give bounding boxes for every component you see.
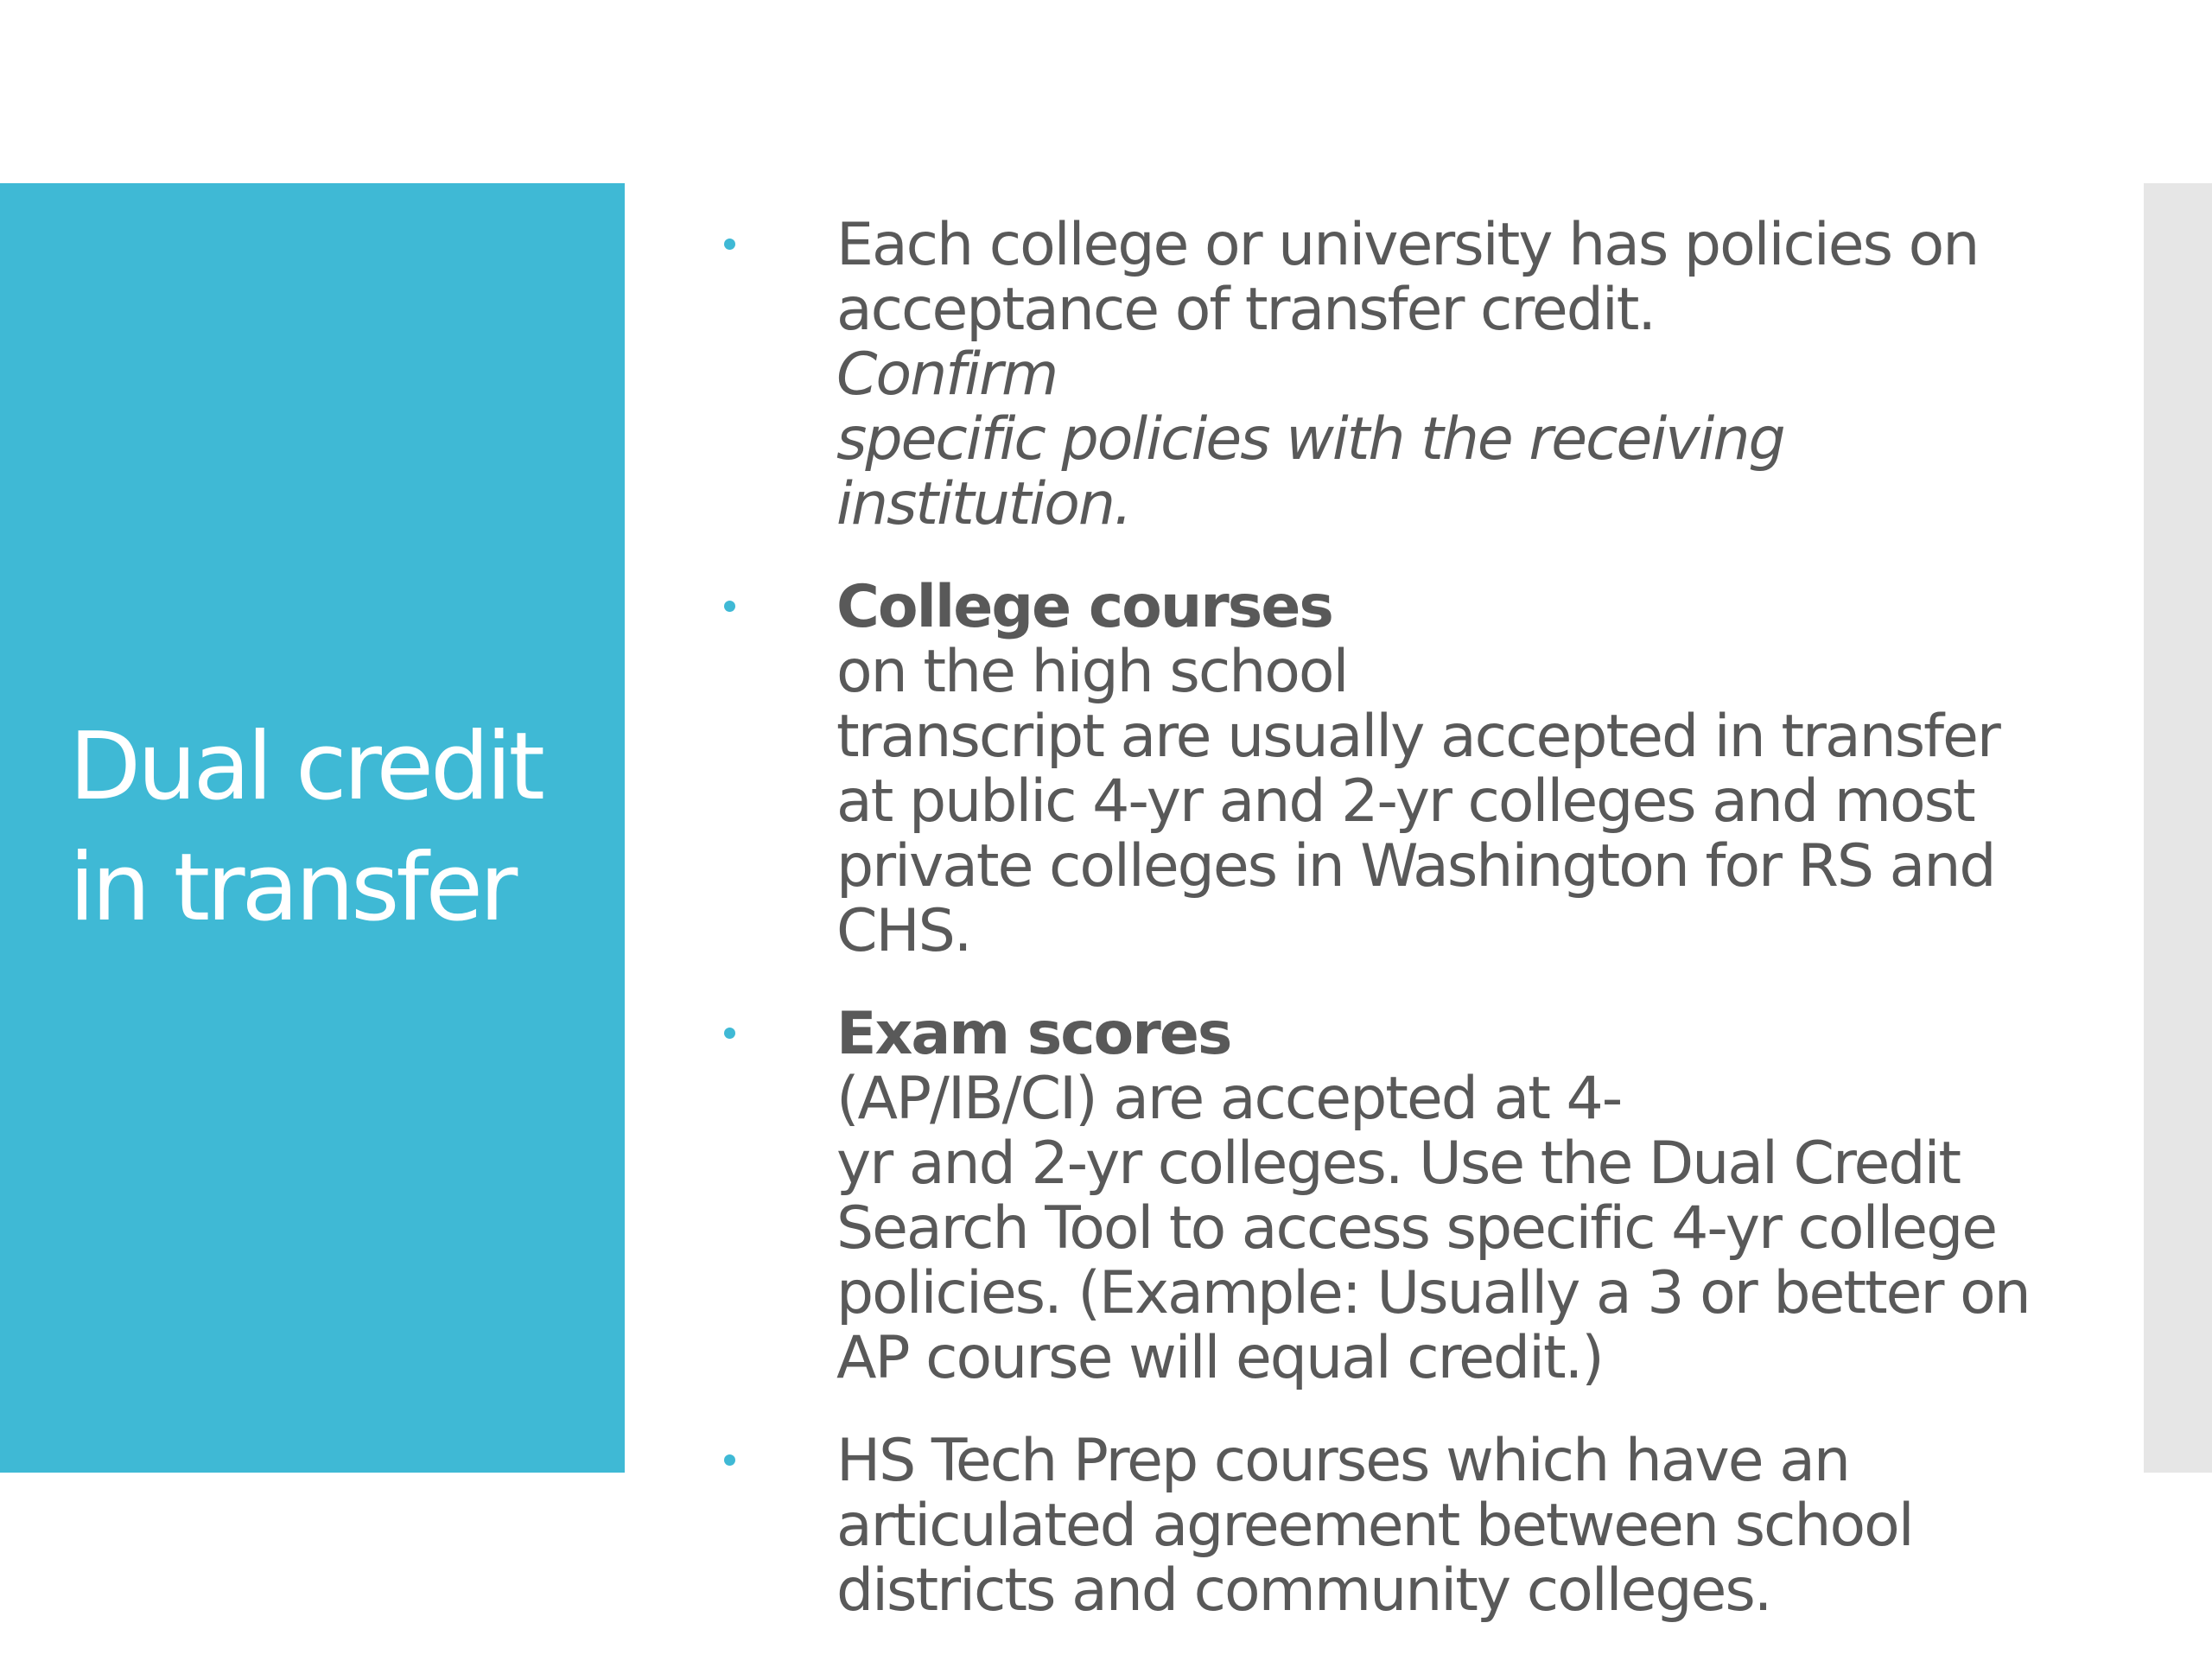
- bullet-line: [836, 213, 2055, 277]
- bullet-text: [836, 213, 2055, 537]
- bullet-item-tech-prep: [724, 1429, 2055, 1623]
- slide-title: [69, 707, 588, 949]
- bullet-dot-icon: [724, 1028, 735, 1039]
- bullet-line-italic: specific policies with the receiving: [836, 405, 1784, 474]
- bullet-line: [836, 704, 2055, 769]
- bullet-item-transfer-policies: [724, 213, 2055, 537]
- bullet-line: [836, 1429, 2055, 1493]
- bullet-line-italic: Confirm: [836, 340, 1058, 409]
- bullet-line-text: Search Tool to access specific 4-yr college: [836, 1194, 1997, 1263]
- bullet-line-text: CHS.: [836, 897, 971, 965]
- bullet-line: [836, 575, 2055, 704]
- bullet-line-text: articulated agreement between school: [836, 1492, 1913, 1560]
- bullet-dot-icon: [724, 1454, 735, 1466]
- bullet-line-text: on the high school: [836, 638, 1348, 706]
- bullet-line-text: at public 4-yr and 2-yr colleges and most: [836, 767, 1974, 836]
- bullet-line: [836, 1261, 2055, 1326]
- bullet-line-text: acceptance of transfer credit.: [836, 276, 1656, 344]
- bullet-line: [836, 899, 2055, 964]
- bullet-item-exam-scores: [724, 1002, 2055, 1391]
- bullet-line-bold: College courses: [836, 573, 1332, 641]
- bullet-line-text: (AP/IB/CI) are accepted at 4-: [836, 1065, 1622, 1133]
- bullet-text: [836, 575, 2055, 964]
- bullet-line: [836, 834, 2055, 899]
- slide-title-line-2: in transfer: [69, 834, 515, 942]
- bullet-line: [836, 407, 2055, 472]
- bullet-line: [836, 1493, 2055, 1558]
- bullet-item-college-courses: [724, 575, 2055, 964]
- bullet-line: [836, 1196, 2055, 1261]
- bullet-line-text: districts and community colleges.: [836, 1556, 1771, 1625]
- bullet-line-italic: institution.: [836, 470, 1131, 538]
- bullet-line: [836, 277, 2055, 407]
- bullet-line-text: policies. (Example: Usually a 3 or better on: [836, 1259, 2030, 1327]
- bullet-line-text: HS Tech Prep courses which have an: [836, 1427, 1850, 1495]
- bullet-line: [836, 769, 2055, 834]
- bullet-dot-icon: [724, 601, 735, 612]
- bullet-line: [836, 472, 2055, 537]
- slide-title-line-1: Dual credit: [69, 713, 542, 821]
- bullet-text: [836, 1429, 2055, 1623]
- bullet-line: [836, 1326, 2055, 1391]
- bullet-line-text: private colleges in Washington for RS and: [836, 832, 1995, 901]
- bullet-line-bold: Exam scores: [836, 1000, 1231, 1068]
- bullet-line: [836, 1131, 2055, 1196]
- bullet-text: [836, 1002, 2055, 1391]
- bullet-line-text: Each college or university has policies on: [836, 211, 1979, 279]
- side-strip: [2144, 183, 2212, 1473]
- bullet-line-text: yr and 2-yr colleges. Use the Dual Credit: [836, 1130, 1961, 1198]
- bullet-line: [836, 1558, 2055, 1623]
- bullet-dot-icon: [724, 239, 735, 250]
- bullet-line-text: AP course will equal credit.): [836, 1324, 1603, 1392]
- bullet-line-text: transcript are usually accepted in transfer: [836, 703, 1999, 771]
- bullet-list: [724, 213, 2055, 1661]
- bullet-line: [836, 1002, 2055, 1131]
